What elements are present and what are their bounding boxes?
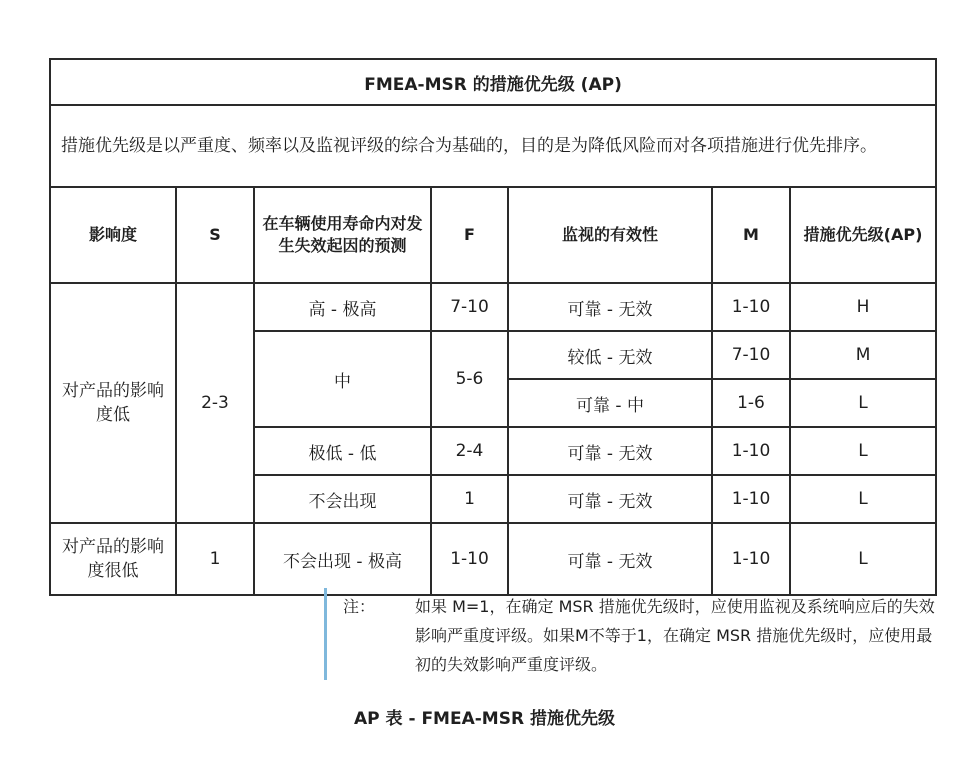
ap-cell: L bbox=[790, 379, 936, 427]
header-prediction: 在车辆使用寿命内对发生失效起因的预测 bbox=[254, 187, 431, 283]
m-cell: 1-10 bbox=[712, 523, 790, 595]
ap-table bbox=[49, 58, 937, 596]
ap-cell: L bbox=[790, 475, 936, 523]
caption-text: AP 表 - FMEA-MSR 措施优先级 bbox=[354, 709, 615, 729]
monitor-cell: 可靠 - 无效 bbox=[508, 283, 712, 331]
header-m: M bbox=[712, 187, 790, 283]
f-cell: 2-4 bbox=[431, 427, 508, 475]
table-description: 措施优先级是以严重度、频率以及监视评级的综合为基础的，目的是为降低风险而对各项措施进行优先排序。 bbox=[50, 105, 936, 187]
monitor-cell: 可靠 - 中 bbox=[508, 379, 712, 427]
ap-cell: L bbox=[790, 523, 936, 595]
prediction-cell: 中 bbox=[254, 331, 431, 427]
ap-cell: L bbox=[790, 427, 936, 475]
header-impact: 影响度 bbox=[50, 187, 176, 283]
m-cell: 7-10 bbox=[712, 331, 790, 379]
impact-cell-low: 对产品的影响度低 bbox=[50, 283, 176, 523]
f-cell: 1-10 bbox=[431, 523, 508, 595]
f-cell: 7-10 bbox=[431, 283, 508, 331]
figure-caption bbox=[0, 704, 979, 729]
m-cell: 1-10 bbox=[712, 475, 790, 523]
prediction-cell: 高 - 极高 bbox=[254, 283, 431, 331]
s-cell-low: 2-3 bbox=[176, 283, 254, 523]
prediction-cell: 极低 - 低 bbox=[254, 427, 431, 475]
f-cell: 5-6 bbox=[431, 331, 508, 427]
prediction-cell: 不会出现 - 极高 bbox=[254, 523, 431, 595]
monitor-cell: 较低 - 无效 bbox=[508, 331, 712, 379]
header-s: S bbox=[176, 187, 254, 283]
table-title: FMEA-MSR 的措施优先级 (AP) bbox=[50, 59, 936, 105]
table-row bbox=[50, 523, 936, 595]
monitor-cell: 可靠 - 无效 bbox=[508, 475, 712, 523]
table-row bbox=[50, 283, 936, 331]
monitor-cell: 可靠 - 无效 bbox=[508, 427, 712, 475]
m-cell: 1-10 bbox=[712, 427, 790, 475]
f-cell: 1 bbox=[431, 475, 508, 523]
impact-cell-very-low: 对产品的影响度很低 bbox=[50, 523, 176, 595]
m-cell: 1-10 bbox=[712, 283, 790, 331]
s-cell-very-low: 1 bbox=[176, 523, 254, 595]
monitor-cell: 可靠 - 无效 bbox=[508, 523, 712, 595]
header-monitor: 监视的有效性 bbox=[508, 187, 712, 283]
note-block bbox=[324, 588, 937, 680]
ap-cell: M bbox=[790, 331, 936, 379]
header-f: F bbox=[431, 187, 508, 283]
header-ap: 措施优先级(AP) bbox=[790, 187, 936, 283]
note-text: 如果 M=1，在确定 MSR 措施优先级时，应使用监视及系统响应后的失效影响严重度评级。如果M不等于1，在确定 MSR 措施优先级时，应使用最初的失效影响严重度评级。 bbox=[415, 597, 935, 674]
note-label: 注： bbox=[343, 597, 376, 616]
ap-cell: H bbox=[790, 283, 936, 331]
prediction-cell: 不会出现 bbox=[254, 475, 431, 523]
m-cell: 1-6 bbox=[712, 379, 790, 427]
